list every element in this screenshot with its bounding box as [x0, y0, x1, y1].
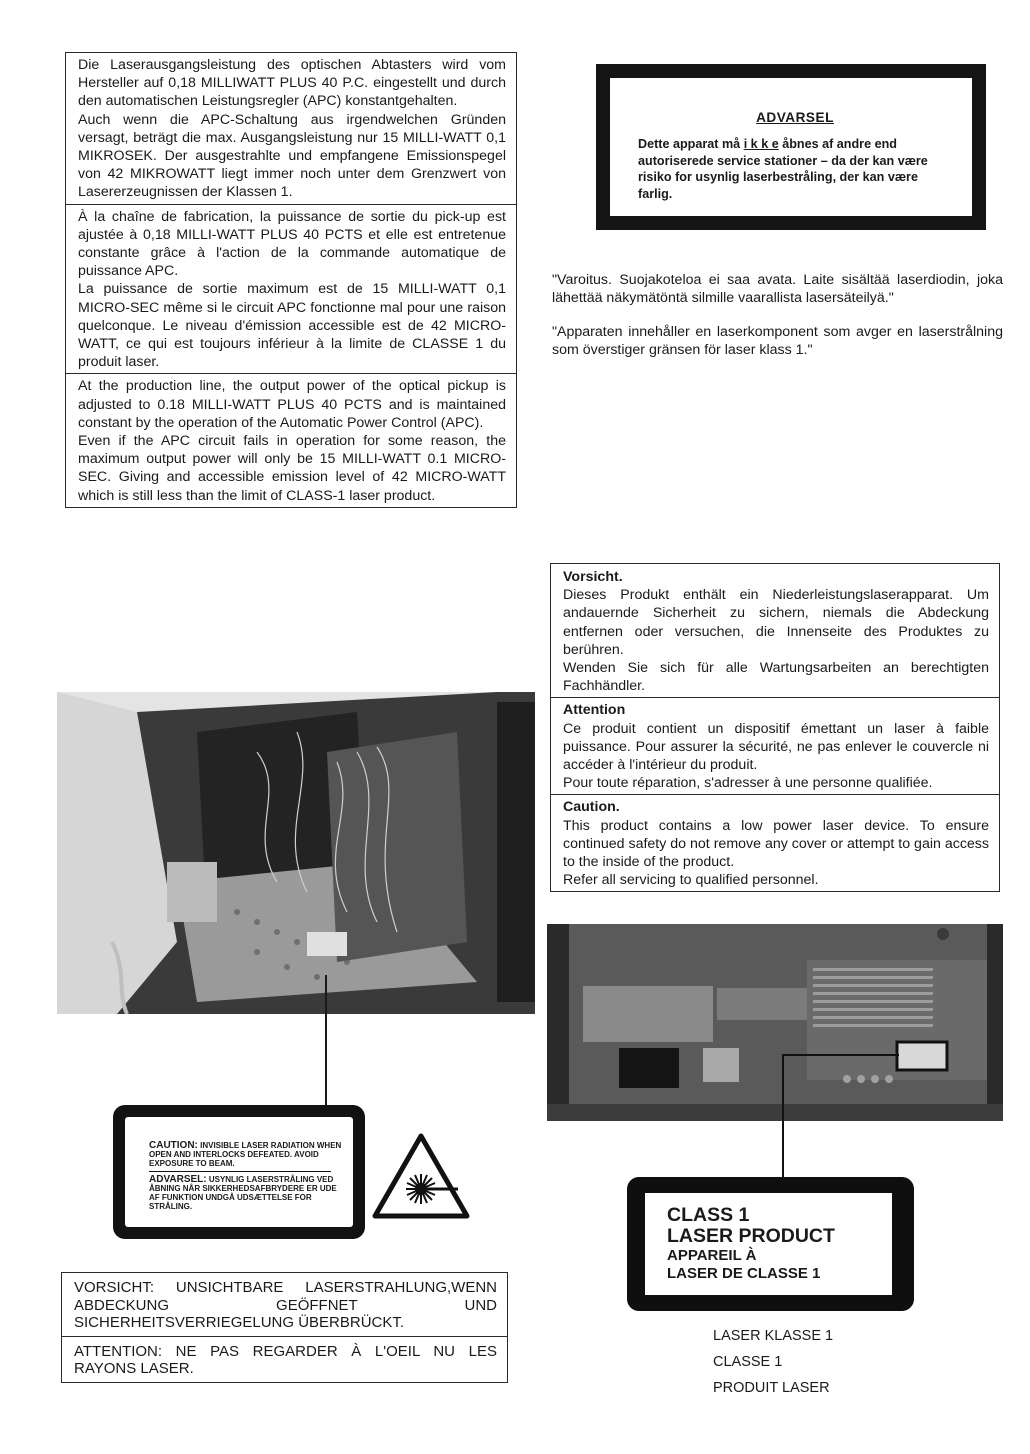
- advarsel-title: ADVARSEL: [756, 110, 834, 125]
- class1-line-4: LASER DE CLASSE 1: [667, 1265, 821, 1282]
- unit-interior-photo: [57, 692, 535, 1014]
- english-spec-para-2: Even if the APC circuit fails in operation for some reason, the maximum output power will only be 15 MILLI-WATT 0.1 MICRO-SEC. Giving and accessible emission level of 42 MICRO-WATT which is still less than the limit of CLASS-1 laser product.: [78, 433, 506, 504]
- pointer-line-right-vertical: [782, 1054, 784, 1178]
- laser-hazard-icon: [372, 1133, 470, 1219]
- advarsel-warning-frame: [596, 64, 986, 230]
- laser-radiation-warning-box: [61, 1272, 508, 1383]
- rear-panel-photo: [547, 924, 1003, 1121]
- advarsel-text: [638, 136, 952, 202]
- pointer-line-left: [325, 975, 327, 1106]
- finnish-warning: "Varoitus. Suojakoteloa ei saa avata. Laite sisältää laserdiodin, joka lähettää näkymätöntä silmille vaarallista lasersäteilyä.": [552, 272, 1003, 307]
- class1-line-2: LASER PRODUCT: [667, 1225, 835, 1247]
- class-translations: [713, 1323, 933, 1401]
- caution-label-caution: [149, 1141, 347, 1168]
- swedish-warning: "Apparaten innehåller en laserkomponent som avger en laserstrålning som överstiger gränsen för laser klass 1.": [552, 324, 1003, 359]
- caution-para-1: This product contains a low power laser device. To ensure continued safety do not remove any cover or attempt to gain access to the inside of the product.: [563, 817, 989, 871]
- attention-radiation-warning: ATTENTION: NE PAS REGARDER À L'OEIL NU LES RAYONS LASER.: [62, 1336, 507, 1382]
- vorsicht-para-1: Dieses Produkt enthält ein Niederleistungslaserapparat. Um andauernde Sicherheit zu sichern, niemals die Abdeckung entfernen oder versuchen, die Innenseite des Produktes zu berühren.: [563, 587, 989, 658]
- caution-label-advarsel: [149, 1175, 347, 1211]
- unit-interior-illustration: [57, 692, 535, 1014]
- english-spec: [66, 373, 516, 506]
- caution-label: [113, 1105, 365, 1239]
- german-spec-para-1: Die Laserausgangsleistung des optischen Abtasters wird vom Hersteller auf 0,18 MILLIWATT PLUS 40 P.C. eingestellt und durch den automatischen Leistungsregler (APC) konstantgehalten.: [78, 57, 506, 110]
- advarsel-text-before: Dette apparat må: [638, 137, 744, 152]
- caution-para-2: Refer all servicing to qualified personnel.: [563, 872, 819, 889]
- vorsicht-radiation-warning: VORSICHT: UNSICHTBARE LASERSTRAHLUNG,WENN ABDECKUNG GEÖFFNET UND SICHERHEITSVERRIEGELUNG ÜBERBRÜCKT.: [74, 1279, 497, 1331]
- caution-label-advarsel-body: USYNLIG LASERSTRÅLING VED ÅBNING NÅR SIKKERHEDSAFBRYDERE ER UDE AF FUNKTION UNDGÅ UDSÆTTELSE FOR STRÅLING.: [149, 1175, 337, 1211]
- advarsel-warning: [610, 78, 972, 216]
- vorsicht-notice: [551, 564, 999, 697]
- attention-notice: [551, 697, 999, 794]
- class-translation-3: PRODUIT LASER: [713, 1380, 830, 1396]
- caution-notice: [551, 794, 999, 891]
- attention-para-1: Ce produit contient un dispositif émettant un laser à faible puissance. Pour assurer la sécurité, ne pas enlever le couvercle ni accéder à l'intérieur du produit.: [563, 720, 989, 774]
- advarsel-emphasis: i k k e: [743, 137, 779, 152]
- german-spec: [66, 53, 516, 204]
- laser-spec-box: [65, 52, 517, 508]
- class-translation-2: CLASSE 1: [713, 1354, 783, 1370]
- caution-label-caution-body: INVISIBLE LASER RADIATION WHEN OPEN AND INTERLOCKS DEFEATED. AVOID EXPOSURE TO BEAM.: [149, 1141, 342, 1168]
- french-spec-para-2: La puissance de sortie maximum est de 15 MILLI-WATT 0,1 MICRO-SEC même si le circuit APC fonctionne mal pour une raison quelconque. Le niveau d'émission accessible est de 42 MICRO-WATT, ce qui est toujours inférieur à la limite de CLASSE 1 du produit laser.: [78, 281, 506, 371]
- class1-line-1: CLASS 1: [667, 1204, 750, 1226]
- german-spec-para-2: Auch wenn die APC-Schaltung aus irgendwelchen Gründen versagt, beträgt die max. Ausgangsleistung nur 15 MILLI-WATT 0,1 MIKROSEK. Der ausgestrahlte und empfangene Emissionspegel von 42 MIKROWATT liegt immer noch unter dem Grenzwert von Lasererzeugnissen der Klassen 1.: [78, 111, 506, 201]
- safety-notice-box: [550, 563, 1000, 892]
- french-spec: [66, 204, 516, 374]
- caution-label-divider: [149, 1171, 331, 1172]
- english-spec-para-1: At the production line, the output power of the optical pickup is adjusted to 0.18 MILLI-WATT PLUS 40 PCTS and is maintained constant by the operation of the Automatic Power Control (APC).: [78, 378, 506, 431]
- caution-label-inner: [125, 1117, 353, 1227]
- class1-line-3: APPAREIL À: [667, 1247, 757, 1264]
- pointer-line-right-horizontal: [782, 1054, 899, 1056]
- vorsicht-para-2: Wenden Sie sich für alle Wartungsarbeiten an berechtigten Fachhändler.: [563, 660, 989, 695]
- rear-panel-illustration: [547, 924, 1003, 1121]
- caution-title: Caution.: [563, 799, 620, 816]
- vorsicht-title: Vorsicht.: [563, 569, 623, 585]
- advarsel-text-after: åbnes af andre end autoriserede service stationer – da der kan være risiko for usynlig laserbestråling, der kan være farlig.: [638, 137, 928, 201]
- french-spec-para-1: À la chaîne de fabrication, la puissance de sortie du pick-up est ajustée à 0,18 MILLI-WATT PLUS 40 PCTS et elle est entretenue constante grâce à l'action de la commande automatique de puissance APC.: [78, 208, 506, 280]
- class-translation-1: LASER KLASSE 1: [713, 1328, 834, 1344]
- class1-laser-label-inner: [645, 1193, 892, 1295]
- attention-title: Attention: [563, 702, 626, 719]
- caution-label-advarsel-head: ADVARSEL:: [149, 1174, 207, 1185]
- caution-label-caution-head: CAUTION:: [149, 1140, 198, 1151]
- attention-para-2: Pour toute réparation, s'adresser à une personne qualifiée.: [563, 775, 933, 792]
- class1-laser-label: [627, 1177, 914, 1311]
